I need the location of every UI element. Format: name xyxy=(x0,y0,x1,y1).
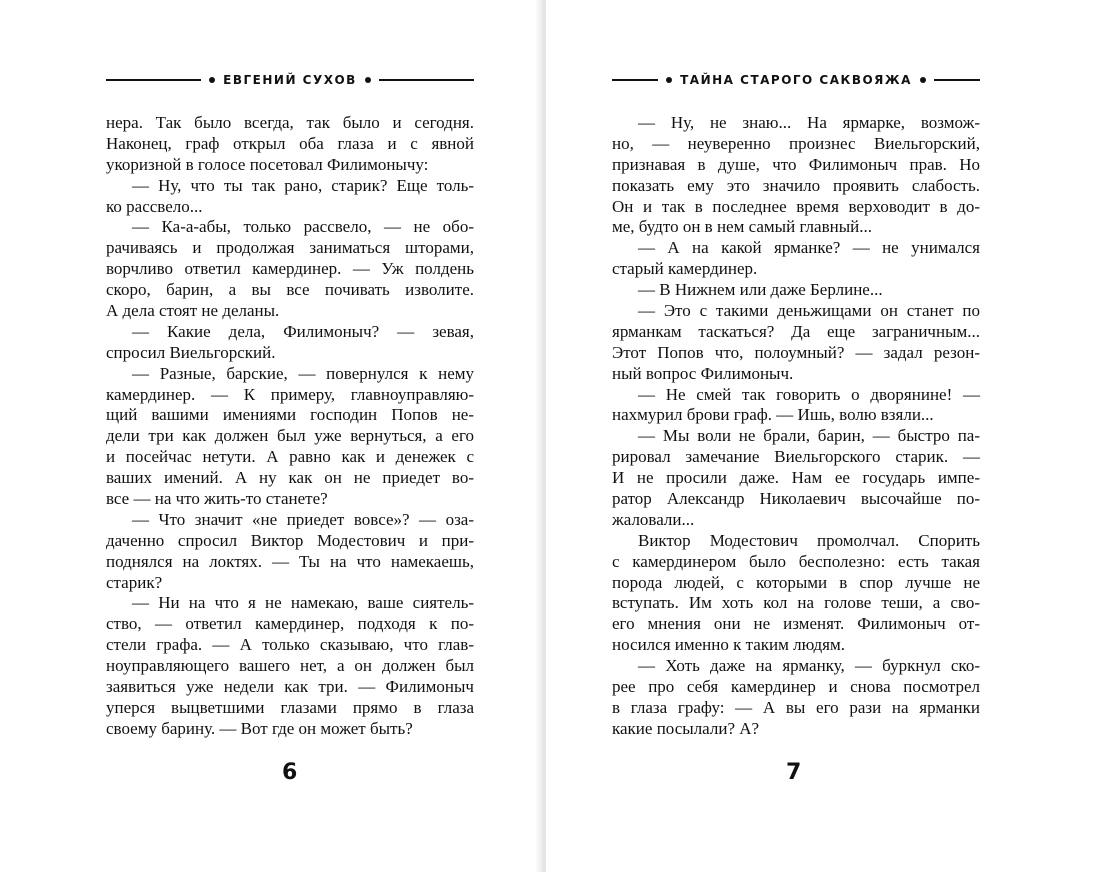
text-line: — Ка-а-абы, только рассвело, — не обо- xyxy=(132,217,474,237)
text-line: — Мы воли не брали, барин, — быстро па- xyxy=(638,426,980,446)
text-line: его мнения они не изменят. Филимоныч от- xyxy=(612,614,980,634)
text-line: вступать. Им хоть кол на голове теши, а сво- xyxy=(612,593,980,613)
text-line: рачиваясь и продолжая заниматься шторами, xyxy=(106,238,474,258)
right-running-head-title: ТАЙНА СТАРОГО САКВОЯЖА xyxy=(680,73,912,87)
text-line: дели три как должен был уже вернуться, а его xyxy=(106,426,474,446)
right-running-header xyxy=(612,70,980,90)
text-line: — Это с такими деньжищами он станет по xyxy=(638,301,980,321)
text-line: И не просили даже. Нам ее государь импе- xyxy=(612,468,980,488)
text-line: ваших имений. А ну как он не приедет во- xyxy=(106,468,474,488)
text-line: Он и так в последнее время верховодит в до- xyxy=(612,196,980,216)
text-line: порода людей, с которыми в спор лучше не xyxy=(612,572,980,592)
text-line: и посейчас нетути. А равно как и денежек с xyxy=(106,447,474,467)
left-body-text xyxy=(106,113,474,740)
text-line: — Не смей так говорить о дворянине! — xyxy=(638,384,980,404)
text-line: ство, — ответил камердинер, подходя к по- xyxy=(106,614,474,634)
text-line: укоризной в голосе посетовал Филимонычу: xyxy=(106,154,429,174)
text-line: старик? xyxy=(106,572,163,592)
text-line: заявиться уже недели как три. — Филимоныч xyxy=(106,677,474,697)
text-line: — Какие дела, Филимоныч? — зевая, xyxy=(132,321,474,341)
text-line: ме, будто он в нем самый главный... xyxy=(612,217,872,237)
text-line: — Разные, барские, — повернулся к нему xyxy=(132,363,474,383)
text-line: камердинер. — К примеру, главноуправляю- xyxy=(106,384,474,404)
text-line: признавая в душе, что Филимоныч прав. Но xyxy=(612,154,980,174)
left-running-header xyxy=(106,70,474,90)
header-rule xyxy=(379,79,474,81)
text-line: А дела стоят не деланы. xyxy=(106,301,280,321)
text-line: щий вашими имениями господин Попов не- xyxy=(106,405,474,425)
text-line: своему барину. — Вот где он может быть? xyxy=(106,718,413,738)
text-line: поднялся на локтях. — Ты на что намекаешь, xyxy=(106,551,474,571)
text-line: — В Нижнем или даже Берлине... xyxy=(638,280,883,300)
header-bullet xyxy=(920,77,926,83)
text-line: но, — неуверенно произнес Виельгорский, xyxy=(612,133,980,153)
header-rule xyxy=(612,79,658,81)
text-line: ярманкам таскаться? Да еще заграничным... xyxy=(612,321,980,341)
text-line: рее про себя камердинер и снова посмотрел xyxy=(612,677,980,697)
text-line: ный вопрос Филимоныч. xyxy=(612,363,794,383)
text-line: жаловали... xyxy=(612,509,695,529)
text-line: какие посылали? А? xyxy=(612,718,760,738)
text-line: — Ну, что ты так рано, старик? Еще толь- xyxy=(132,175,474,195)
text-line: Наконец, граф открыл оба глаза и с явной xyxy=(106,133,474,153)
header-bullet xyxy=(209,77,215,83)
text-line: нера. Так было всегда, так было и сегодня. xyxy=(106,113,474,132)
text-line: в глаза графу: — А вы его рази на ярманки xyxy=(612,697,980,717)
text-line: все — на что жить-то станете? xyxy=(106,489,328,509)
text-line: носился именно к таким людям. xyxy=(612,635,845,655)
right-page-number: 7 xyxy=(786,760,802,785)
text-line: — Хоть даже на ярманку, — буркнул ско- xyxy=(638,656,980,676)
text-line: показать ему это значило проявить слабость. xyxy=(612,175,980,195)
text-line: уперся выцветшими глазами прямо в глаза xyxy=(106,697,474,717)
header-rule xyxy=(106,79,201,81)
text-line: даченно спросил Виктор Модестович и при- xyxy=(106,530,474,550)
header-bullet xyxy=(666,77,672,83)
text-line: Этот Попов что, полоумный? — задал резон- xyxy=(612,342,980,362)
text-line: старый камердинер. xyxy=(612,259,758,279)
text-line: Виктор Модестович промолчал. Спорить xyxy=(638,530,980,550)
text-line: нахмурил брови граф. — Ишь, волю взяли... xyxy=(612,405,934,425)
right-body-text xyxy=(612,113,980,740)
text-line: — Что значит «не приедет вовсе»? — оза- xyxy=(132,509,474,529)
text-line: — Ни на что я не намекаю, ваше сиятель- xyxy=(132,593,474,613)
text-line: — А на какой ярманке? — не унимался xyxy=(638,238,980,258)
left-page-number: 6 xyxy=(282,760,298,785)
text-line: спросил Виельгорский. xyxy=(106,342,276,362)
text-line: ноуправляющего вашего нет, а он должен был xyxy=(106,656,474,676)
text-line: с камердинером было бесполезно: есть такая xyxy=(612,551,980,571)
text-line: рировал замечание Виельгорского старик. — xyxy=(612,447,980,467)
text-line: ворчливо ответил камердинер. — Уж полдень xyxy=(106,259,474,279)
text-line: стели графа. — А только сказываю, что глав- xyxy=(106,635,474,655)
text-line: ко рассвело... xyxy=(106,196,203,216)
left-page xyxy=(0,0,540,872)
right-page xyxy=(546,0,1094,872)
text-line: скоро, барин, а вы все почивать изволите. xyxy=(106,280,474,300)
text-line: ратор Александр Николаевич высочайше по- xyxy=(612,489,980,509)
text-line: — Ну, не знаю... На ярмарке, возмож- xyxy=(638,113,980,132)
left-running-head-title: ЕВГЕНИЙ СУХОВ xyxy=(223,73,357,87)
header-bullet xyxy=(365,77,371,83)
header-rule xyxy=(934,79,980,81)
